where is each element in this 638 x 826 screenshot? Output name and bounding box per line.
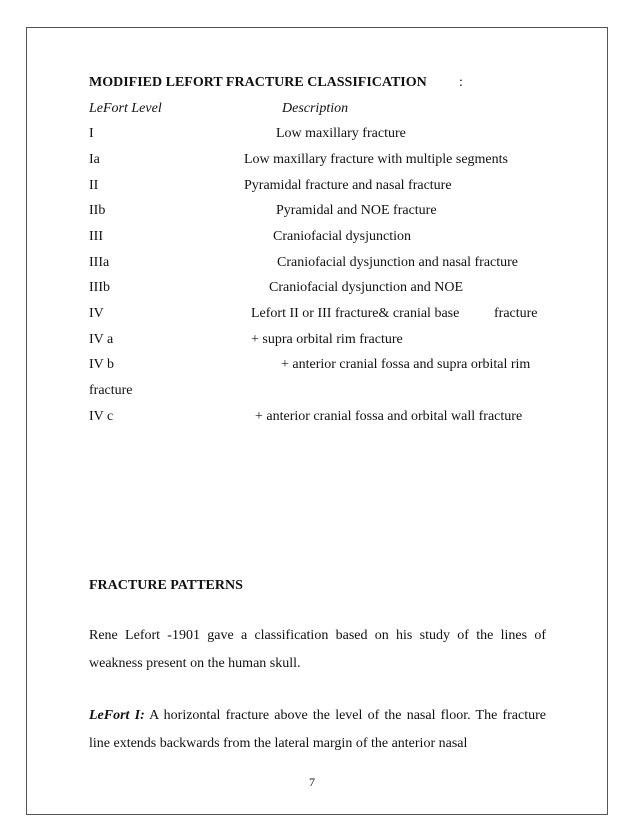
row-level: IIIa	[89, 255, 110, 270]
row-description: Craniofacial dysjunction and NOE	[269, 280, 464, 295]
row-description: Pyramidal fracture and nasal fracture	[244, 178, 452, 193]
row-level: IV a	[89, 332, 114, 347]
row-description: Craniofacial dysjunction and nasal fracture	[277, 255, 519, 270]
column-header-level: LeFort Level	[89, 101, 162, 116]
classification-title: MODIFIED LEFORT FRACTURE CLASSIFICATION	[89, 75, 427, 90]
row-description: Lefort II or III fracture& cranial base	[251, 306, 460, 321]
row-description: Craniofacial dysjunction	[273, 229, 412, 244]
row-continuation: fracture	[89, 383, 133, 398]
row-level: IV	[89, 306, 104, 321]
paragraph-rene-lefort: Rene Lefort -1901 gave a classification based on his study of the lines of weakness present on the human skull.	[89, 628, 546, 671]
row-description: Pyramidal and NOE fracture	[276, 203, 437, 218]
row-level: I	[89, 126, 94, 141]
column-header-description: Description	[282, 101, 349, 116]
row-level: Ia	[89, 152, 100, 167]
row-description: + anterior cranial fossa and supra orbital rim	[281, 357, 531, 372]
row-description: + anterior cranial fossa and orbital wall fracture	[255, 409, 523, 424]
lefort-1-text: A horizontal fracture above the level of the nasal floor. The fracture line extends backwards from the lateral margin of the anterior nasal	[89, 708, 546, 751]
row-level: IV c	[89, 409, 114, 424]
paragraph-lefort-1	[89, 702, 546, 758]
row-level: III	[89, 229, 103, 244]
row-level: II	[89, 178, 99, 193]
title-colon: :	[459, 75, 463, 90]
row-description: + supra orbital rim fracture	[251, 332, 403, 347]
row-level: IIIb	[89, 280, 110, 295]
row-description-tail: fracture	[494, 306, 538, 321]
lefort-1-lead: LeFort I:	[89, 708, 145, 723]
page-number: 7	[309, 775, 315, 789]
row-level: IIb	[89, 203, 106, 218]
fracture-patterns-heading: FRACTURE PATTERNS	[89, 578, 243, 593]
row-description: Low maxillary fracture with multiple segments	[244, 152, 508, 167]
row-level: IV b	[89, 357, 115, 372]
row-description: Low maxillary fracture	[276, 126, 406, 141]
